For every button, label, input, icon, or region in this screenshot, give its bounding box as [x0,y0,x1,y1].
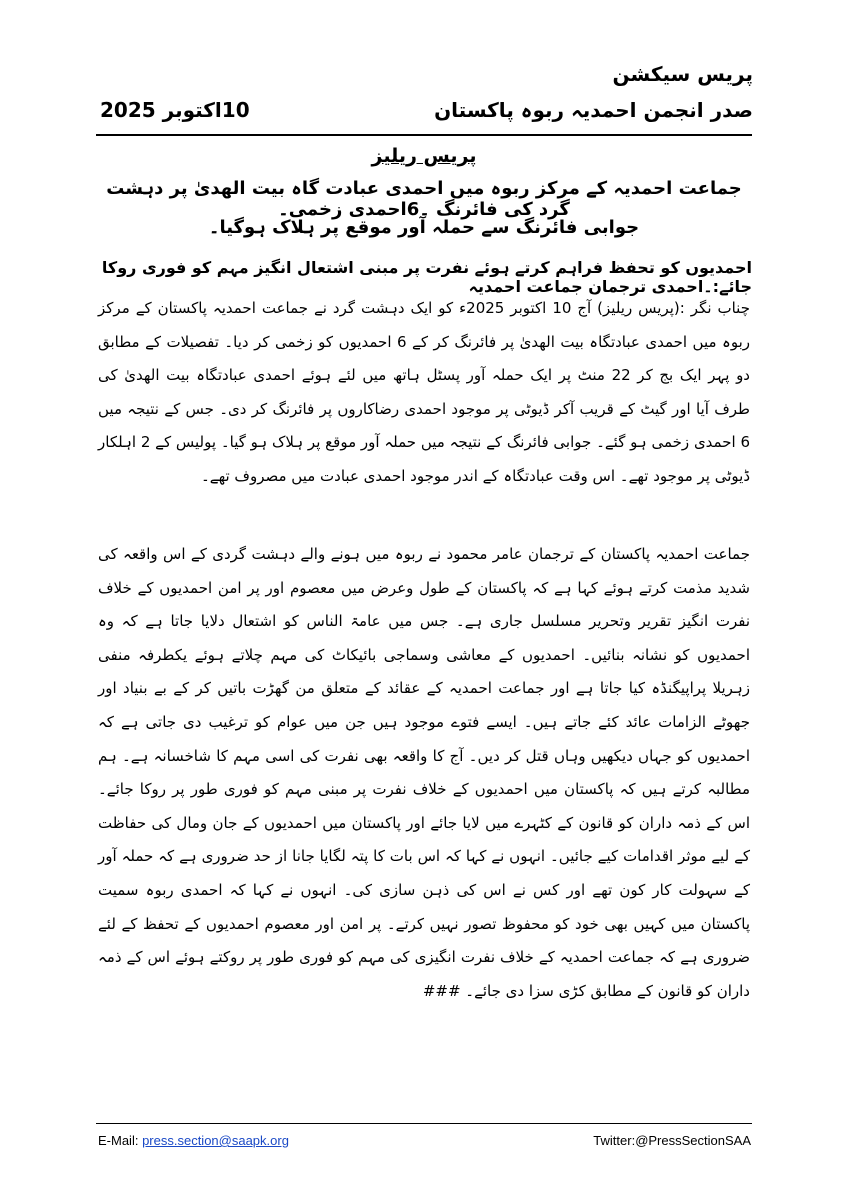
headline-line-2: جوابی فائرنگ سے حملہ آور موقع پر ہلاک ہوگیا۔ [208,217,640,238]
press-section-title: پریس سیکشن [612,62,753,86]
footer-email-label: E-Mail: [98,1133,143,1148]
document-type-heading: پریس ریلیز [371,145,477,167]
footer-email [98,1133,289,1148]
footer-divider [96,1123,752,1124]
footer-twitter-handle: Twitter:@PressSectionSAA [593,1133,751,1148]
body-paragraph-1: چناب نگر :(پریس ریلیز) آج 10 اکتوبر 2025ء کو ایک دہشت گرد نے جماعت احمدیہ پاکستان کے مرکز ربوہ میں احمدی عبادتگاہ بیت الھدیٰ پر فائرنگ کر کے 6 احمدیوں کو زخمی کر دیا۔ تفصیلات کے مطابق دو پہر ایک بج کر 22 منٹ پر ایک حملہ آور پسٹل ہاتھ میں لئے ہوئے احمدی عبادتگاہ بیت الھدیٰ کی طرف آیا اور گیٹ کے قریب آکر ڈیوٹی پر موجود احمدی رضاکاروں پر فائرنگ کر دی۔ جس کے نتیجہ میں 6 احمدی زخمی ہو گئے۔ جوابی فائرنگ کے نتیجہ میں حملہ آور موقع پر ہلاک ہو گیا۔ پولیس کے 2 اہلکار ڈیوٹی پر موجود تھے۔ اس وقت عبادتگاہ کے اندر موجود احمدی عبادت میں مصروف تھے۔ [98,299,751,485]
organization-name: صدر انجمن احمدیہ ربوہ پاکستان [434,98,753,122]
subheadline: احمدیوں کو تحفظ فراہم کرتے ہوئے نفرت پر مبنی اشتعال انگیز مہم کو فوری روکا جائے:۔احمدی ترجمان جماعت احمدیہ [101,258,752,296]
email-link[interactable]: press.section@saapk.org [142,1133,289,1148]
release-date: 10اکتوبر 2025 [100,98,250,122]
header-divider [96,134,752,136]
body-paragraph-2: جماعت احمدیہ پاکستان کے ترجمان عامر محمود نے ربوہ میں ہونے والے دہشت گردی کے اس واقعہ کی شدید مذمت کرتے ہوئے کہا ہے کہ پاکستان کے طول وعرض میں معصوم اور پر امن احمدیوں کے خلاف نفرت انگیز تقریر وتحریر مسلسل جاری ہے۔ جس میں عامۃ الناس کو اشتعال دلایا جاتا ہے کہ وہ احمدیوں کو نشانہ بنائیں۔ احمدیوں کے معاشی وسماجی بائیکاٹ کی مہم چلاتے ہوئے یکطرفہ منفی زہریلا پراپیگنڈہ کیا جاتا ہے اور جماعت احمدیہ کے عقائد کے متعلق من گھڑت باتیں کر کے بے بنیاد اور جھوٹے الزامات عائد کئے جاتے ہیں۔ ایسے فتوے موجود ہیں جن میں عوام کو ترغیب دی جاتی ہے کہ احمدیوں کو جہاں دیکھیں وہاں قتل کر دیں۔ آج کا واقعہ بھی نفرت کی اسی مہم کا شاخسانہ ہے۔ ہم مطالبہ کرتے ہیں کہ پاکستان میں احمدیوں کے خلاف نفرت پر مبنی مہم کو فوری طور پر روکا جائے۔ اس کے ذمہ داران کو قانون کے کٹہرے میں لایا جائے اور پاکستان میں احمدیوں کے جان ومال کی حفاظت کے لیے موثر اقدامات کیے جائیں۔ انہوں نے کہا کہ اس بات کا پتہ لگایا جانا از حد ضروری ہے کہ حملہ آور کے سہولت کار کون تھے اور کس نے اس کی ذہن سازی کی۔ انہوں نے کہا کہ احمدی ربوہ سمیت پاکستان میں کہیں بھی خود کو محفوظ تصور نہیں کرتے۔ پر امن اور معصوم احمدیوں کے تحفظ کے لئے ضروری ہے کہ جماعت احمدیہ کے خلاف نفرت انگیزی کی مہم کو فوری طور پر روکتے ہوئے اس کے ذمہ داران کو قانون کے مطابق کڑی سزا دی جائے۔ ### [98,545,751,1000]
headline-line-1: جماعت احمدیہ کے مرکز ربوہ میں احمدی عبادت گاہ بیت الھدیٰ پر دہشت گرد کی فائرنگ ۔6احمدی زخمی۔ [106,178,742,220]
